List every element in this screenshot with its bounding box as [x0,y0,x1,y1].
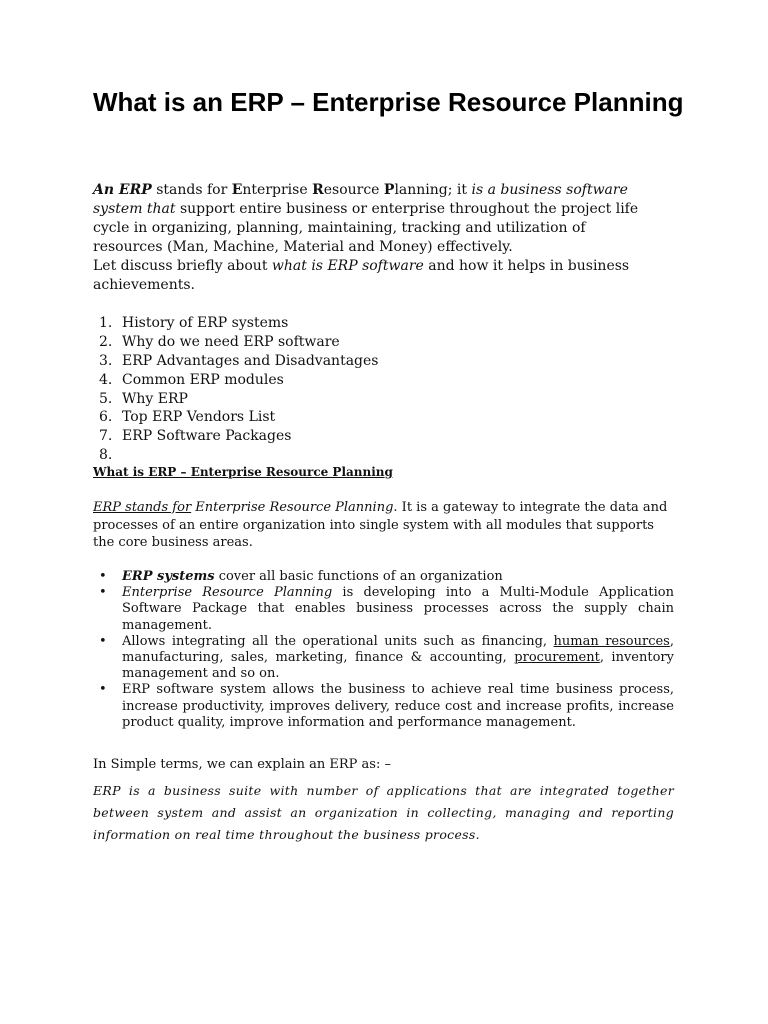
bullet-text: , inventory management and so on. [122,650,674,682]
toc-label: ERP Software Packages [122,428,292,445]
intro-letter-e: E [231,182,243,198]
feature-bullet-list [93,569,674,731]
intro-letter-p: P [383,182,395,198]
bullet-item [93,569,674,585]
human-resources-link[interactable]: human resources [553,633,670,649]
definition-span: . It is a gateway to integrate the data and processes of an entire organization into single system with all modules that supports the core business areas. [93,500,668,550]
intro-letter-r: R [312,182,324,198]
bullet-icon: • [99,569,107,584]
page-title: What is an ERP – Enterprise Resource Planning [93,87,684,117]
toc-number: 7. [99,428,113,445]
intro-span: lanning; it [394,182,472,198]
bullet-text: is developing into a Multi-Module Application Software Package that enables business processes across the supply chain management. [122,585,674,633]
toc-number: 5. [99,390,113,407]
bullet-item [93,682,674,731]
toc-number: 1. [99,315,113,331]
intro-italic-link-phrase: what is ERP software [271,257,424,274]
procurement-link[interactable]: procurement [514,650,600,666]
definition-underlined: ERP stands for [93,500,192,515]
toc-label: Common ERP modules [122,371,284,388]
bullet-text: , manufacturing, sales, marketing, finance & accounting, [122,633,674,666]
intro-span: and how it helps in business achievements. [93,257,630,293]
bullet-icon: • [99,633,107,649]
definition-paragraph [93,499,673,552]
toc-item[interactable] [93,390,593,409]
toc-label: Top ERP Vendors List [122,409,276,426]
bullet-icon: • [99,682,107,698]
intro-erp-term: An ERP [93,182,152,198]
toc-item[interactable] [93,408,593,427]
erp-summary-quote: ERP is a business suite with number of applications that are integrated together between system and assist an organization in collecting, managing and reporting information on real time throughout the business process. [93,783,674,842]
intro-span: Let discuss briefly about [93,257,272,274]
bullet-term: Enterprise Resource Planning [122,585,333,601]
bullet-text: Allows integrating all the operational units such as financing, [122,633,554,649]
bullet-item [93,634,674,683]
intro-span: esource [323,182,384,198]
toc-label: ERP Advantages and Disadvantages [122,352,379,369]
bullet-item [93,585,674,634]
toc-number: 4. [99,371,113,388]
toc-label: Why do we need ERP software [122,333,340,350]
toc-item[interactable] [93,427,593,446]
bullet-text: cover all basic functions of an organization [214,569,503,584]
simple-terms-line: In Simple terms, we can explain an ERP as: – [93,757,391,772]
toc-number: 6. [99,409,113,426]
toc-number: 3. [99,352,113,369]
toc-label: History of ERP systems [122,315,289,331]
bullet-term: ERP systems [122,569,215,584]
intro-span: support entire business or enterprise throughout the project life cycle in organizing, planning, maintaining, tracking and utilization of resources (Man, Machine, Material and Money) effectively. [93,200,639,255]
intro-text [93,181,653,257]
toc-item[interactable] [93,371,593,390]
toc-number: 2. [99,333,113,350]
intro-span: nterprise [242,182,313,198]
intro-text-2 [93,257,653,295]
intro-paragraph [93,181,653,294]
intro-italic-phrase: is a business software system that [93,182,628,217]
toc-item[interactable] [93,333,593,352]
intro-span: stands for [151,182,232,198]
toc-item[interactable] [93,314,593,333]
bullet-icon: • [99,585,107,601]
toc-number: 8. [99,447,113,464]
toc-item[interactable] [93,352,593,371]
toc-label: Why ERP [122,390,188,407]
section-heading: What is ERP – Enterprise Resource Planning [93,465,393,479]
table-of-contents [93,314,593,465]
definition-italic-term: Enterprise Resource Planning [195,500,394,515]
toc-item [93,446,593,465]
bullet-text: ERP software system allows the business to achieve real time business process, increase productivity, improves delivery, reduce cost and increase profits, increase product quality, improve information and performance management. [122,682,674,730]
